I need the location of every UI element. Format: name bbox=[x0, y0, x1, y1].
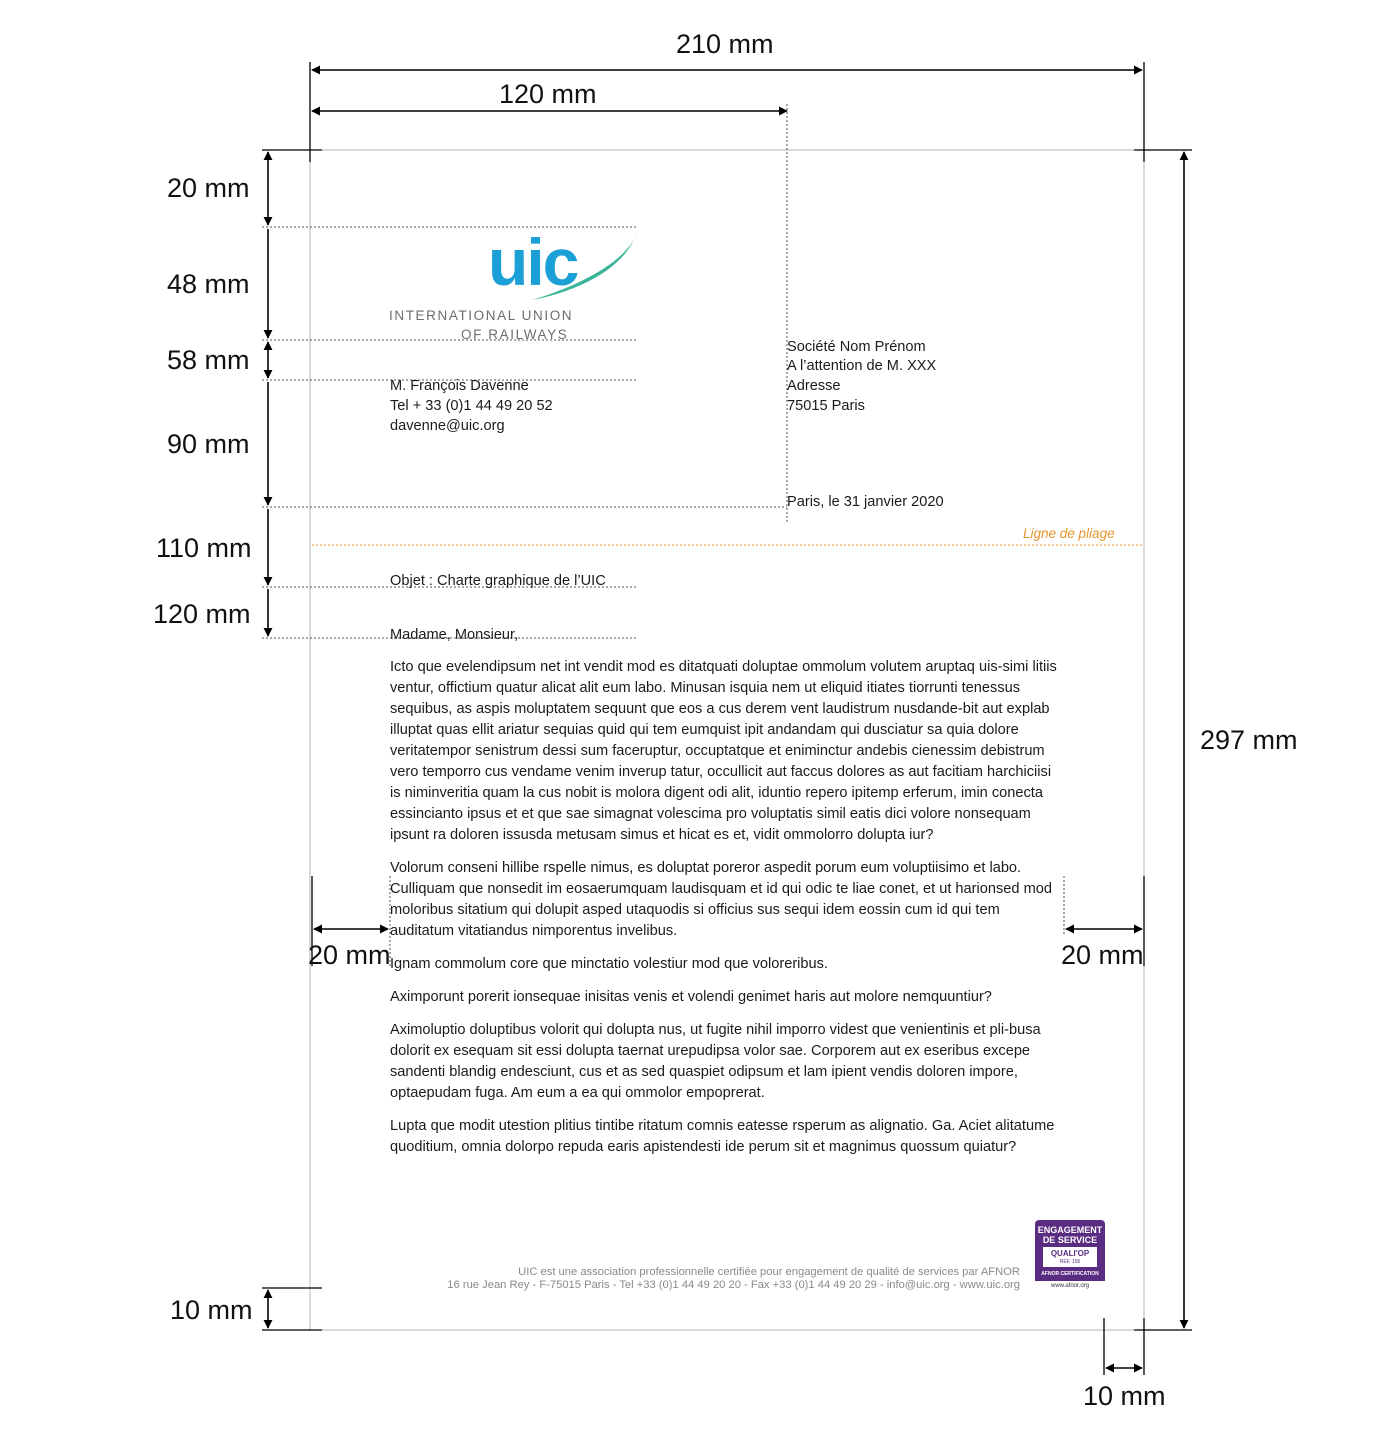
label-right-margin: 20 mm bbox=[1061, 940, 1144, 970]
fold-line-label: Ligne de pliage bbox=[1023, 526, 1115, 541]
label-page-width: 210 mm bbox=[676, 29, 774, 59]
label-block-width: 120 mm bbox=[499, 79, 597, 109]
letter-body bbox=[390, 657, 1065, 1170]
logo-line-2: OF RAILWAYS bbox=[461, 327, 569, 342]
afnor-badge bbox=[1035, 1220, 1105, 1292]
footer-certification: UIC est une association professionnelle certifiée pour engagement de qualité de services par AFNOR bbox=[518, 1266, 1020, 1278]
recipient-address: Adresse bbox=[787, 378, 841, 394]
label-left-margin: 20 mm bbox=[308, 940, 391, 970]
logo-line-1: INTERNATIONAL UNION bbox=[389, 308, 574, 323]
body-paragraph-3: Ignam commolum core que minctatio volestiur mod que voloreribus. bbox=[390, 956, 829, 972]
body-paragraph-5: Aximoluptio doluptibus volorit qui dolupta nus, ut fugite nihil imporro videst que venientinis et pli-busa dolorit ex esequam sit essi dolupta taernat urepudipsa volor sae. Corporem aut ex eseribus excepe sandenti blandig endesciunt, cus et as sed quaspiet odipsum et lam ipient vendis doloren impore, optaepudam fuga. Am eum a ea qui ommolor empoprerat. bbox=[390, 1022, 1041, 1101]
body-paragraph-4: Aximporunt porerit ionsequae inisitas venis et volendi genimet haris aut molore nemquuntiur? bbox=[390, 989, 992, 1005]
logo-wordmark: uic bbox=[488, 225, 578, 299]
badge-line-3: QUALI'OP bbox=[1050, 1249, 1090, 1258]
uic-logo bbox=[488, 225, 637, 300]
footer-address: 16 rue Jean Rey - F-75015 Paris - Tel +33 (0)1 44 49 20 20 - Fax +33 (0)1 44 49 20 29 - info@uic.org - www.uic.org bbox=[447, 1279, 1020, 1291]
label-top-margin: 20 mm bbox=[167, 173, 250, 203]
label-bottom-margin: 10 mm bbox=[170, 1295, 253, 1325]
recipient-city: 75015 Paris bbox=[787, 398, 865, 414]
sender-email[interactable]: davenne@uic.org bbox=[390, 418, 505, 434]
recipient-attention: A l’attention de M. XXX bbox=[787, 358, 937, 374]
badge-line-1: ENGAGEMENT bbox=[1037, 1225, 1103, 1235]
badge-line-2: DE SERVICE bbox=[1042, 1235, 1098, 1245]
label-salutation-top: 120 mm bbox=[153, 599, 251, 629]
recipient-company: Société Nom Prénom bbox=[787, 339, 926, 355]
label-page-height: 297 mm bbox=[1200, 725, 1298, 755]
label-sender-block: 90 mm bbox=[167, 429, 250, 459]
badge-line-5: AFNOR CERTIFICATION bbox=[1041, 1271, 1099, 1277]
body-paragraph-6: Lupta que modit utestion plitius tintibe ritatum comnis eatesse rsperum as alignatio. Ga. Aciet alitatume quoditium, omnia dolorpo repuda earis apistendesti ide perum sit et magnimus quossum quiatur? bbox=[390, 1118, 1055, 1155]
salutation: Madame, Monsieur, bbox=[390, 627, 519, 643]
date-line: Paris, le 31 janvier 2020 bbox=[787, 494, 944, 510]
subject-line: Objet : Charte graphique de l’UIC bbox=[390, 573, 606, 589]
label-fold-offset: 110 mm bbox=[156, 533, 252, 563]
badge-line-4: REF. 196 bbox=[1059, 1259, 1081, 1265]
sender-name: M. François Davenne bbox=[390, 378, 529, 394]
label-logo-height: 48 mm bbox=[167, 269, 250, 299]
label-sender-top: 58 mm bbox=[167, 345, 250, 375]
body-paragraph-1: Icto que evelendipsum net int vendit mod es ditatquati doluptae ommolum volutem aruptaq uis-simi litiis ventur, offictium quatur alicat alit eum labo. Minusan isquia nem ut eliquid itiates tiorrunti tenessus sequibus, as aspis moluptatem sequunt que eos a cus derem vent laudistrum nusdande-bit aut explab illuptat quas ellit ariatur sequias quid qui tem eumquist ipit andandam qui dusciatur sa quia dolore veritatempor senistrum dessi sum faceruptur, occuptatque et eniminctur andebis cienessim debistrum vero temporro cus vendame venim inverup tatur, occullicit aut faccus dolores as aut facitiam harchiciisi is niminveritia quam la cus nobit is molora digent odi alit, iduntio repero ipitemp erferum, imin conecta essincianto ipsus et et que sae simagnat volescima pro voluptatis simil eatis dici volore nonsequam ipsunt ra doloren issusda metusam simus et hicat es et, vidit ommolorro dolupta iur? bbox=[390, 659, 1057, 843]
sender-phone: Tel + 33 (0)1 44 49 20 52 bbox=[390, 398, 553, 414]
body-paragraph-2: Volorum conseni hillibe rspelle nimus, es doluptat poreror aspedit porum eum voluptiisimo et labo. Culliquam que nonsedit im eosaerumquam laudisquam et id qui odic te liae conet, et ut harionsed mod moloribus sitatium qui dolupit asped utaquodis si officius sus sequi idem eossin cum id qui tem auditatum vitatiandus nimporentus invelibus. bbox=[390, 860, 1052, 939]
badge-line-6: www.afnor.org bbox=[1050, 1283, 1090, 1289]
label-right-edge-margin: 10 mm bbox=[1083, 1381, 1166, 1411]
